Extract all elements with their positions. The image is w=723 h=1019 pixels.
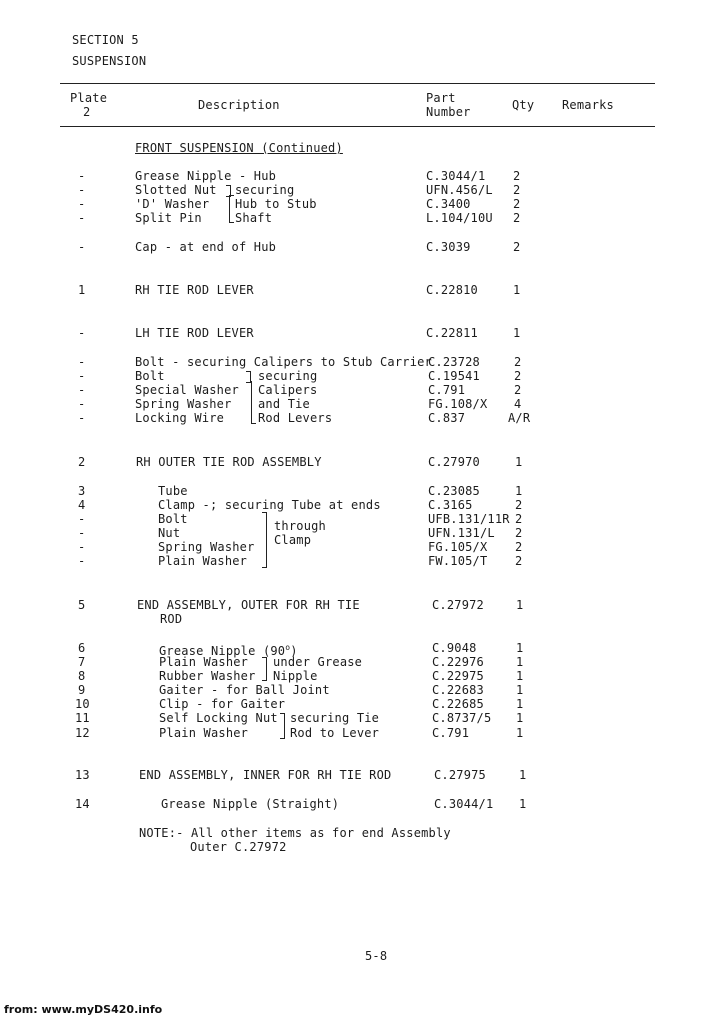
bracket-clamp-1: through: [274, 519, 326, 533]
row-plate: 1: [78, 283, 86, 297]
row-part: UFB.131/11R: [428, 512, 510, 526]
bracket-nip-2: Nipple: [273, 669, 318, 683]
row-plate: 2: [78, 455, 86, 469]
bracket-nut-2: Rod to Lever: [290, 726, 380, 740]
bracket-hub: [229, 195, 234, 223]
row-plate: 11: [75, 711, 90, 725]
row-desc: Cap - at end of Hub: [135, 240, 277, 254]
row-part: C.3044/1: [434, 797, 494, 811]
row-part: UFN.456/L: [426, 183, 493, 197]
note-line-1: NOTE:- All other items as for end Assembly: [139, 826, 451, 840]
row-qty: 4: [514, 397, 522, 411]
page-number: 5-8: [365, 949, 388, 963]
row-part: C.27970: [428, 455, 480, 469]
bracket-cal-3: and Tie: [258, 397, 310, 411]
row-plate: -: [78, 326, 86, 340]
row-qty: 1: [513, 283, 521, 297]
row-part: C.22811: [426, 326, 478, 340]
row-desc: RH OUTER TIE ROD ASSEMBLY: [136, 455, 322, 469]
row-desc: Plain Washer: [159, 655, 249, 669]
row-qty: A/R: [508, 411, 531, 425]
row-qty: 1: [515, 455, 523, 469]
row-qty: 2: [513, 240, 521, 254]
row-qty: 1: [513, 326, 521, 340]
row-qty: 1: [516, 598, 524, 612]
row-part: C.791: [432, 726, 470, 740]
row-qty: 2: [514, 369, 522, 383]
bracket-hub-3: Shaft: [235, 211, 273, 225]
row-desc-continued: ROD: [160, 612, 183, 626]
row-qty: 1: [516, 711, 524, 725]
bracket-clamp: [262, 512, 267, 568]
row-plate: 5: [78, 598, 86, 612]
col-description: Description: [198, 98, 280, 112]
row-part: C.19541: [428, 369, 480, 383]
row-qty: 1: [519, 768, 527, 782]
row-qty: 1: [519, 797, 527, 811]
row-part: C.23728: [428, 355, 480, 369]
table-header-rule: [60, 126, 655, 127]
row-qty: 1: [516, 683, 524, 697]
bracket-nipple: [262, 657, 267, 681]
row-plate: 7: [78, 655, 86, 669]
row-qty: 1: [516, 669, 524, 683]
row-part: L.104/10U: [426, 211, 493, 225]
row-desc: Clip - for Gaiter: [159, 697, 286, 711]
row-plate: -: [78, 397, 86, 411]
row-plate: 12: [75, 726, 90, 740]
col-plate-l1: Plate: [70, 91, 108, 105]
col-part-l1: Part: [426, 91, 456, 105]
row-plate: -: [78, 169, 86, 183]
row-qty: 2: [515, 554, 523, 568]
row-qty: 2: [515, 498, 523, 512]
group-heading: FRONT SUSPENSION (Continued): [135, 141, 343, 155]
row-qty: 2: [515, 540, 523, 554]
row-plate: 9: [78, 683, 86, 697]
row-qty: 2: [514, 383, 522, 397]
row-desc: LH TIE ROD LEVER: [135, 326, 254, 340]
row-qty: 2: [513, 211, 521, 225]
row-part: C.3400: [426, 197, 471, 211]
row-qty: 2: [515, 526, 523, 540]
row-desc: Grease Nipple - Hub: [135, 169, 277, 183]
row-plate: 14: [75, 797, 90, 811]
row-plate: -: [78, 554, 86, 568]
row-plate: 4: [78, 498, 86, 512]
row-qty: 2: [514, 355, 522, 369]
row-qty: 1: [516, 697, 524, 711]
row-qty: 1: [516, 641, 524, 655]
row-qty: 1: [515, 484, 523, 498]
section-title: SUSPENSION: [72, 54, 147, 68]
bracket-caliper: [251, 381, 256, 424]
row-part: C.22683: [432, 683, 484, 697]
col-qty: Qty: [512, 98, 535, 112]
row-desc: Bolt - securing Calipers to Stub Carrier: [135, 355, 432, 369]
row-part: C.3165: [428, 498, 473, 512]
row-plate: 8: [78, 669, 86, 683]
row-desc: END ASSEMBLY, OUTER FOR RH TIE: [137, 598, 360, 612]
row-desc: Slotted Nut: [135, 183, 217, 197]
degree-sup: o: [285, 643, 291, 652]
row-plate: -: [78, 369, 86, 383]
row-plate: -: [78, 411, 86, 425]
row-plate: 3: [78, 484, 86, 498]
row-qty: 2: [515, 512, 523, 526]
row-desc: Locking Wire: [135, 411, 225, 425]
bracket-nut: [280, 713, 285, 739]
row-qty: 2: [513, 169, 521, 183]
row-plate: -: [78, 526, 86, 540]
row-desc: END ASSEMBLY, INNER FOR RH TIE ROD: [139, 768, 392, 782]
row-plate: 13: [75, 768, 90, 782]
row-desc: Bolt: [135, 369, 165, 383]
row-part: C.791: [428, 383, 466, 397]
row-desc: Plain Washer: [158, 554, 248, 568]
source-footer: from: www.myDS420.info: [4, 1003, 163, 1016]
row-desc: Grease Nipple (90$^o$): [159, 643, 298, 658]
bracket-cal-4: Rod Levers: [258, 411, 333, 425]
row-desc: Self Locking Nut: [159, 711, 278, 725]
row-desc: Gaiter - for Ball Joint: [159, 683, 330, 697]
row-desc: Clamp -; securing Tube at ends: [158, 498, 381, 512]
row-part: FG.105/X: [428, 540, 488, 554]
row-plate: -: [78, 240, 86, 254]
row-desc: Grease Nipple (Straight): [161, 797, 340, 811]
bracket-nip-1: under Grease: [273, 655, 363, 669]
row-desc: Special Washer: [135, 383, 239, 397]
row-desc: Spring Washer: [158, 540, 255, 554]
row-part: C.3044/1: [426, 169, 486, 183]
row-desc: Tube: [158, 484, 188, 498]
bracket-clamp-2: Clamp: [274, 533, 312, 547]
bracket-nut-1: securing Tie: [290, 711, 380, 725]
section-label: SECTION 5: [72, 33, 139, 47]
col-part-l2: Number: [426, 105, 471, 119]
row-part: C.22810: [426, 283, 478, 297]
row-part: C.3039: [426, 240, 471, 254]
row-part: C.23085: [428, 484, 480, 498]
row-part: C.9048: [432, 641, 477, 655]
row-part: C.8737/5: [432, 711, 492, 725]
row-desc: Plain Washer: [159, 726, 249, 740]
row-desc: Nut: [158, 526, 181, 540]
note-line-2: Outer C.27972: [190, 840, 287, 854]
row-qty: 2: [513, 183, 521, 197]
row-part: C.27975: [434, 768, 486, 782]
row-part: C.22976: [432, 655, 484, 669]
row-part: C.27972: [432, 598, 484, 612]
row-desc: RH TIE ROD LEVER: [135, 283, 254, 297]
table-top-rule: [60, 83, 655, 84]
bracket-hub-2: Hub to Stub: [235, 197, 317, 211]
row-qty: 1: [516, 726, 524, 740]
row-part: FW.105/T: [428, 554, 488, 568]
row-plate: -: [78, 355, 86, 369]
row-plate: 6: [78, 641, 86, 655]
row-desc: 'D' Washer: [135, 197, 210, 211]
row-part: C.837: [428, 411, 466, 425]
row-part: C.22975: [432, 669, 484, 683]
col-remarks: Remarks: [562, 98, 614, 112]
bracket-cal-2: Calipers: [258, 383, 318, 397]
row-plate: -: [78, 512, 86, 526]
col-plate-l2: 2: [83, 105, 91, 119]
row-part: FG.108/X: [428, 397, 488, 411]
row-plate: -: [78, 183, 86, 197]
bracket-cal-1: securing: [258, 369, 318, 383]
row-qty: 2: [513, 197, 521, 211]
row-plate: -: [78, 383, 86, 397]
row-desc: Rubber Washer: [159, 669, 256, 683]
row-desc: Spring Washer: [135, 397, 232, 411]
row-plate: -: [78, 197, 86, 211]
row-qty: 1: [516, 655, 524, 669]
row-desc: Split Pin: [135, 211, 202, 225]
row-plate: -: [78, 540, 86, 554]
row-plate: 10: [75, 697, 90, 711]
row-desc: Bolt: [158, 512, 188, 526]
row-plate: -: [78, 211, 86, 225]
row-part: C.22685: [432, 697, 484, 711]
row-part: UFN.131/L: [428, 526, 495, 540]
bracket-hub-1: securing: [235, 183, 295, 197]
